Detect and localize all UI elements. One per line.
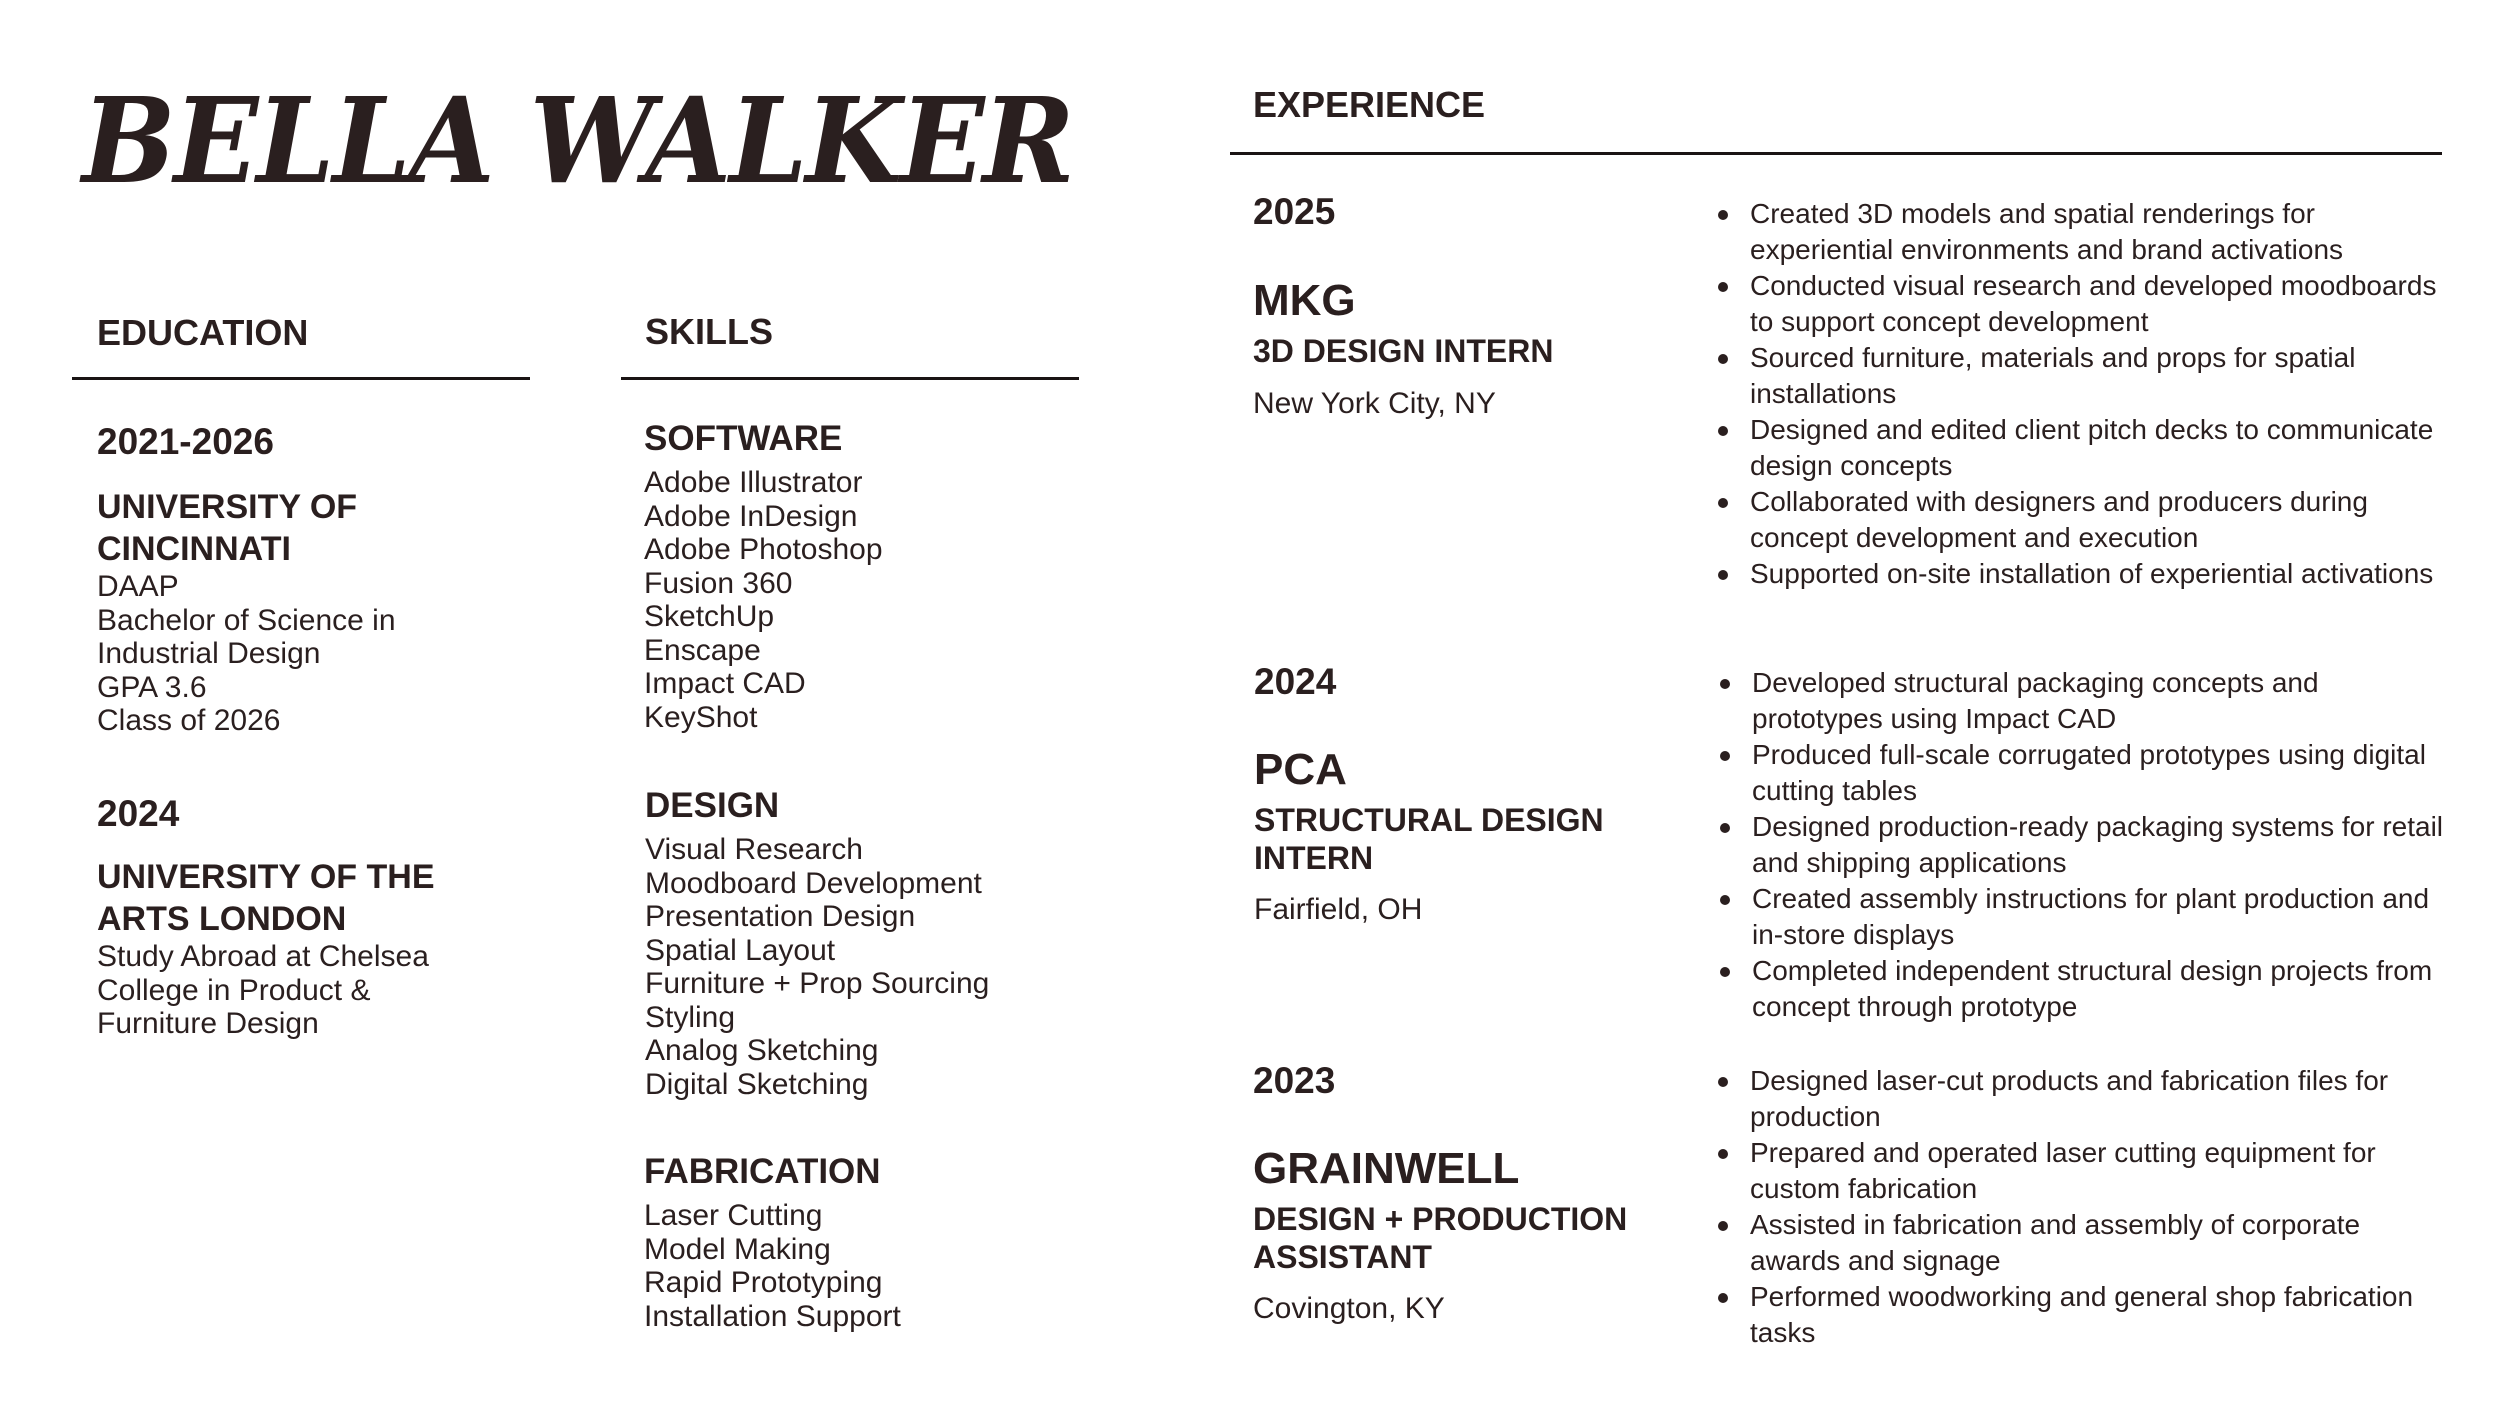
job-bullets: [1718, 1063, 2448, 1351]
education-divider: [72, 377, 530, 380]
bullet-dot: [1718, 1293, 1728, 1303]
skill-item: Furniture + Prop Sourcing: [645, 967, 990, 1000]
education-years: 2024: [97, 793, 180, 834]
education-heading: EDUCATION: [97, 312, 309, 353]
bullet-dot: [1720, 895, 1730, 905]
skill-item: KeyShot: [644, 700, 758, 734]
skill-item: Installation Support: [644, 1299, 901, 1333]
skill-item: Impact CAD: [644, 667, 806, 700]
skill-item: Enscape: [644, 633, 761, 667]
skills-group-heading: FABRICATION: [644, 1152, 881, 1191]
job-bullet: Completed independent structural design projects from concept through prototype: [1720, 953, 2450, 1025]
skill-item: Fusion 360: [644, 566, 793, 600]
skill-item: Model Making: [644, 1232, 831, 1266]
education-detail: College in Product &: [97, 973, 371, 1007]
education-institution: UNIVERSITY OF CINCINNATI: [97, 488, 358, 568]
education-detail: GPA 3.6: [97, 670, 207, 704]
job-bullet: Prepared and operated laser cutting equipment for custom fabrication: [1718, 1135, 2448, 1207]
job-year: 2025: [1253, 191, 1336, 232]
skill-item: Visual Research: [645, 833, 863, 866]
education-detail: Furniture Design: [97, 1007, 319, 1040]
skills-group-fabrication: [644, 1154, 901, 1333]
skills-group-design: [645, 788, 989, 1101]
job-bullet: Designed and edited client pitch decks to communicate design concepts: [1718, 412, 2448, 484]
skills-group-heading: SOFTWARE: [644, 419, 843, 458]
bullet-dot: [1718, 570, 1728, 580]
job-bullet: Conducted visual research and developed moodboards to support concept development: [1718, 268, 2448, 340]
job-role: STRUCTURAL DESIGN INTERN: [1254, 802, 1604, 876]
education-years: 2021-2026: [97, 421, 274, 462]
job-bullet: Developed structural packaging concepts and prototypes using Impact CAD: [1720, 665, 2450, 737]
skill-item: Spatial Layout: [645, 933, 836, 967]
job-bullet: Assisted in fabrication and assembly of corporate awards and signage: [1718, 1207, 2448, 1279]
skill-item: Digital Sketching: [645, 1067, 869, 1101]
skill-item: SketchUp: [644, 600, 775, 633]
bullet-dot: [1720, 823, 1730, 833]
skill-item: Moodboard Development: [645, 866, 982, 900]
job-company: GRAINWELL: [1253, 1144, 1520, 1193]
experience-divider: [1230, 152, 2442, 155]
job-year: 2024: [1254, 661, 1337, 702]
job-bullet: Performed woodworking and general shop fabrication tasks: [1718, 1279, 2448, 1351]
job-role: DESIGN + PRODUCTION ASSISTANT: [1253, 1201, 1628, 1275]
job-company: MKG: [1253, 276, 1356, 325]
bullet-dot: [1718, 282, 1728, 292]
skills-divider: [621, 377, 1079, 380]
bullet-dot: [1718, 1149, 1728, 1159]
experience-heading: EXPERIENCE: [1253, 84, 1486, 125]
education-entry: [97, 795, 497, 1041]
bullet-dot: [1718, 498, 1728, 508]
job-bullet: Sourced furniture, materials and props for spatial installations: [1718, 340, 2448, 412]
education-details: [97, 570, 497, 738]
job-location: Fairfield, OH: [1254, 893, 1423, 926]
education-detail: DAAP: [97, 570, 179, 603]
bullet-dot: [1718, 1077, 1728, 1087]
job-bullets: [1718, 196, 2448, 592]
bullet-dot: [1718, 354, 1728, 364]
skill-item: Presentation Design: [645, 900, 916, 933]
education-detail: Class of 2026: [97, 704, 281, 737]
job-location: New York City, NY: [1253, 387, 1496, 420]
bullet-dot: [1718, 1221, 1728, 1231]
resume-name: BELLA WALKER: [82, 71, 1074, 210]
skill-item: Analog Sketching: [645, 1034, 879, 1067]
job-bullet: Created 3D models and spatial renderings for experiential environments and brand activations: [1718, 196, 2448, 268]
skill-item: Adobe Photoshop: [644, 533, 883, 566]
skills-group-software: [644, 421, 883, 734]
bullet-dot: [1720, 967, 1730, 977]
bullet-dot: [1720, 679, 1730, 689]
bullet-dot: [1718, 426, 1728, 436]
job-location: Covington, KY: [1253, 1292, 1445, 1325]
job-year: 2023: [1253, 1060, 1336, 1101]
bullet-dot: [1720, 751, 1730, 761]
skill-item: Laser Cutting: [644, 1199, 823, 1232]
job-bullet: Produced full-scale corrugated prototypes using digital cutting tables: [1720, 737, 2450, 809]
job-bullet: Created assembly instructions for plant production and in-store displays: [1720, 881, 2450, 953]
education-institution: UNIVERSITY OF THE ARTS LONDON: [97, 858, 435, 938]
job-company: PCA: [1254, 745, 1347, 794]
skills-list: [644, 1199, 901, 1333]
skill-item: Adobe InDesign: [644, 499, 858, 533]
job-bullets: [1720, 665, 2450, 1025]
skills-group-heading: DESIGN: [645, 786, 780, 825]
education-detail: Study Abroad at Chelsea: [97, 940, 429, 973]
skills-list: [645, 833, 989, 1101]
education-detail: Bachelor of Science in: [97, 603, 396, 637]
skill-item: Rapid Prototyping: [644, 1266, 883, 1299]
job-role: 3D DESIGN INTERN: [1253, 333, 1554, 369]
job-bullet: Collaborated with designers and producers during concept development and execution: [1718, 484, 2448, 556]
education-details: [97, 940, 497, 1041]
skill-item: Styling: [645, 1000, 736, 1034]
job-bullet: Designed production-ready packaging systems for retail and shipping applications: [1720, 809, 2450, 881]
skills-list: [644, 466, 883, 734]
job-bullet: Designed laser-cut products and fabrication files for production: [1718, 1063, 2448, 1135]
education-entry: [97, 423, 497, 738]
education-detail: Industrial Design: [97, 637, 321, 670]
skills-heading: SKILLS: [645, 311, 774, 352]
job-bullet: Supported on-site installation of experiential activations: [1718, 556, 2448, 592]
skill-item: Adobe Illustrator: [644, 466, 863, 499]
bullet-dot: [1718, 210, 1728, 220]
